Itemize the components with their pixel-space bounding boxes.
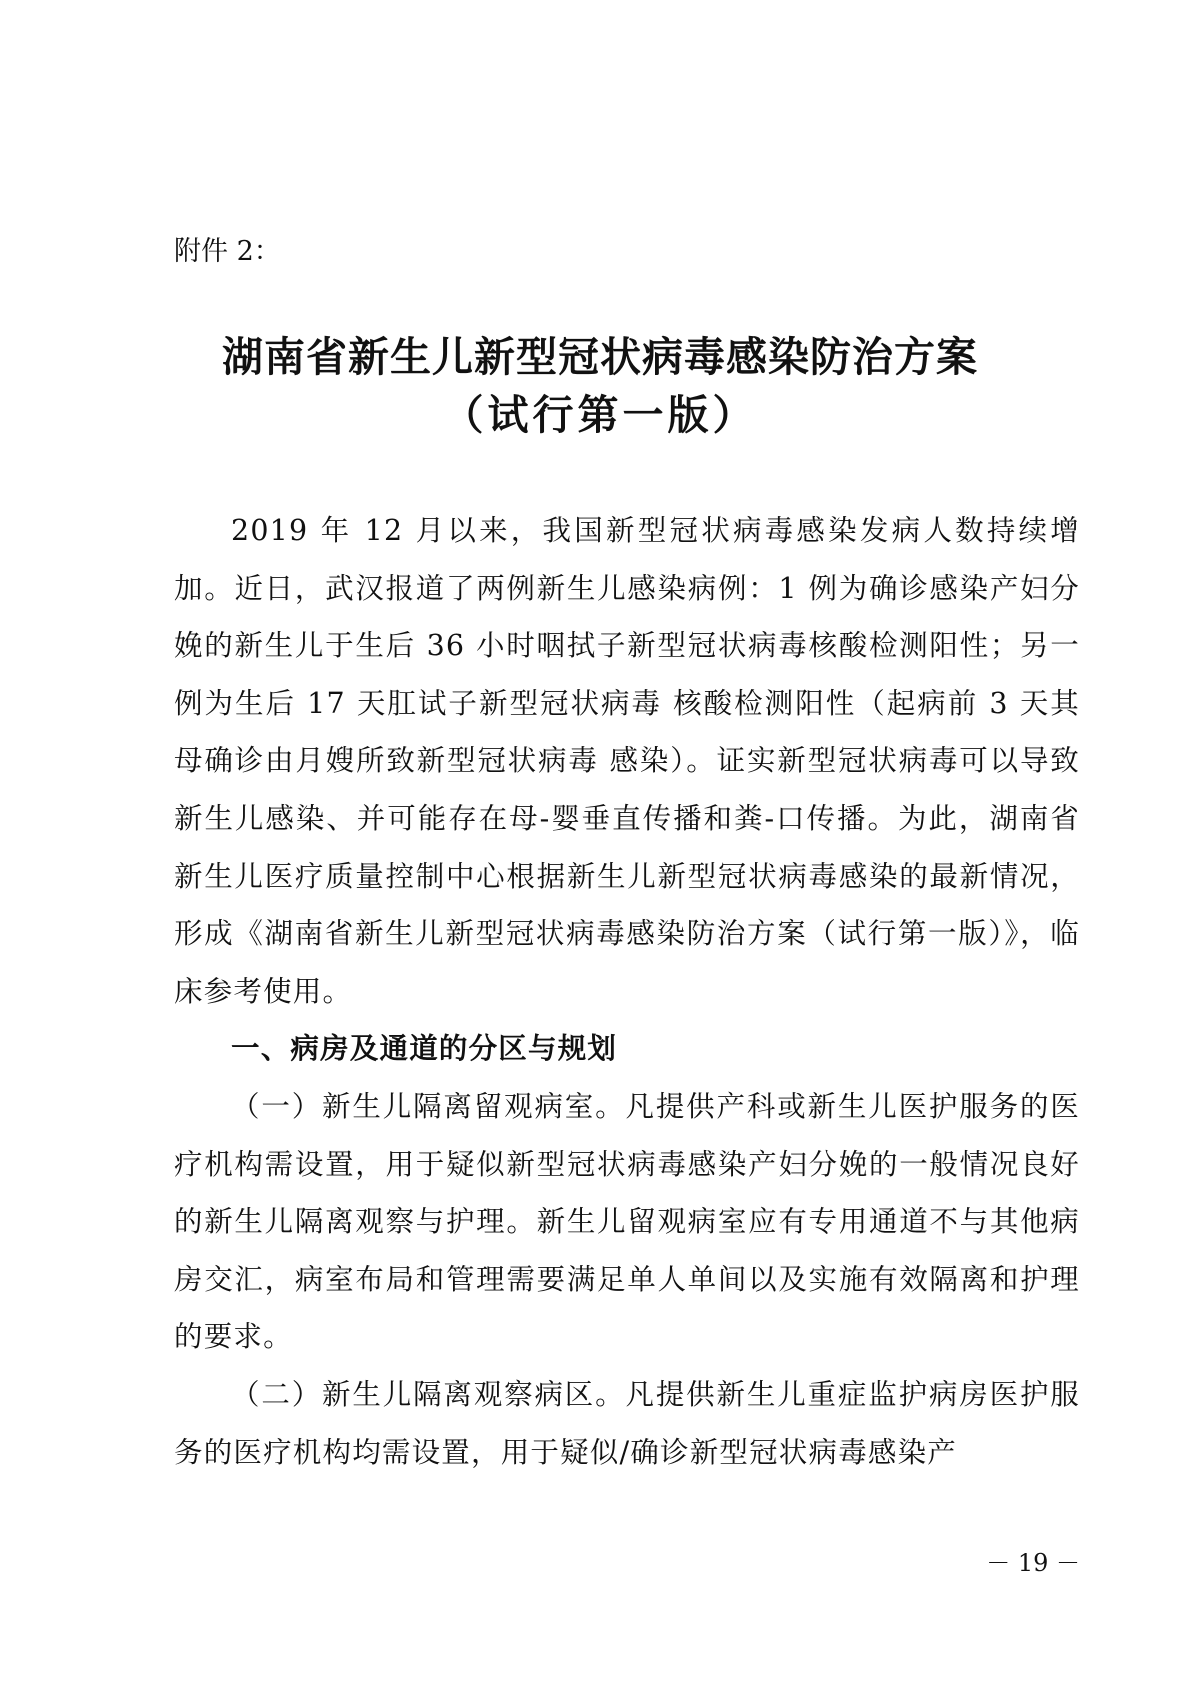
document-body <box>174 502 1080 1481</box>
document-title <box>0 328 1200 444</box>
section-heading: 一、病房及通道的分区与规划 <box>231 1031 618 1066</box>
subsection-isolation-room: （一）新生儿隔离留观病室。凡提供产科或新生儿医护服务的医疗机构需设置，用于疑似新型冠状病毒感染产妇分娩的一般情况良好的新生儿隔离观察与护理。新生儿留观病室应有专用通道不与其他病房交汇，病室布局和管理需要满足单人单间以及实施有效隔离和护理的要求。 <box>174 1089 1080 1354</box>
page-number: － 19 － <box>986 1549 1080 1577</box>
attachment-label: 附件 2： <box>174 236 281 267</box>
intro-paragraph: 2019 年 12 月以来，我国新型冠状病毒感染发病人数持续增加。近日，武汉报道了两例新生儿感染病例：1 例为确诊感染产妇分娩的新生儿于生后 36 小时咽拭子新型冠状病毒核酸检测阳性；另一例为生后 17 天肛试子新型冠状病毒 核酸检测阳性（起病前 3 天其母确诊由月嫂所致新型冠状病毒 感染）。证实新型冠状病毒可以导致新生儿感染、并可能存在母-婴垂直传播和粪-口传播。为此，湖南省新生儿医疗质量控制中心根据新生儿新型冠状病毒感染的最新情况，形成《湖南省新生儿新型冠状病毒感染防治方案（试行第一版）》，临床参考使用。 <box>174 514 1080 1008</box>
title-main: 湖南省新生儿新型冠状病毒感染防治方案 <box>222 333 978 381</box>
title-version: （试行第一版） <box>442 391 758 439</box>
subsection-isolation-ward: （二）新生儿隔离观察病区。凡提供新生儿重症监护病房医护服务的医疗机构均需设置，用于疑似/确诊新型冠状病毒感染产 <box>174 1377 1080 1469</box>
